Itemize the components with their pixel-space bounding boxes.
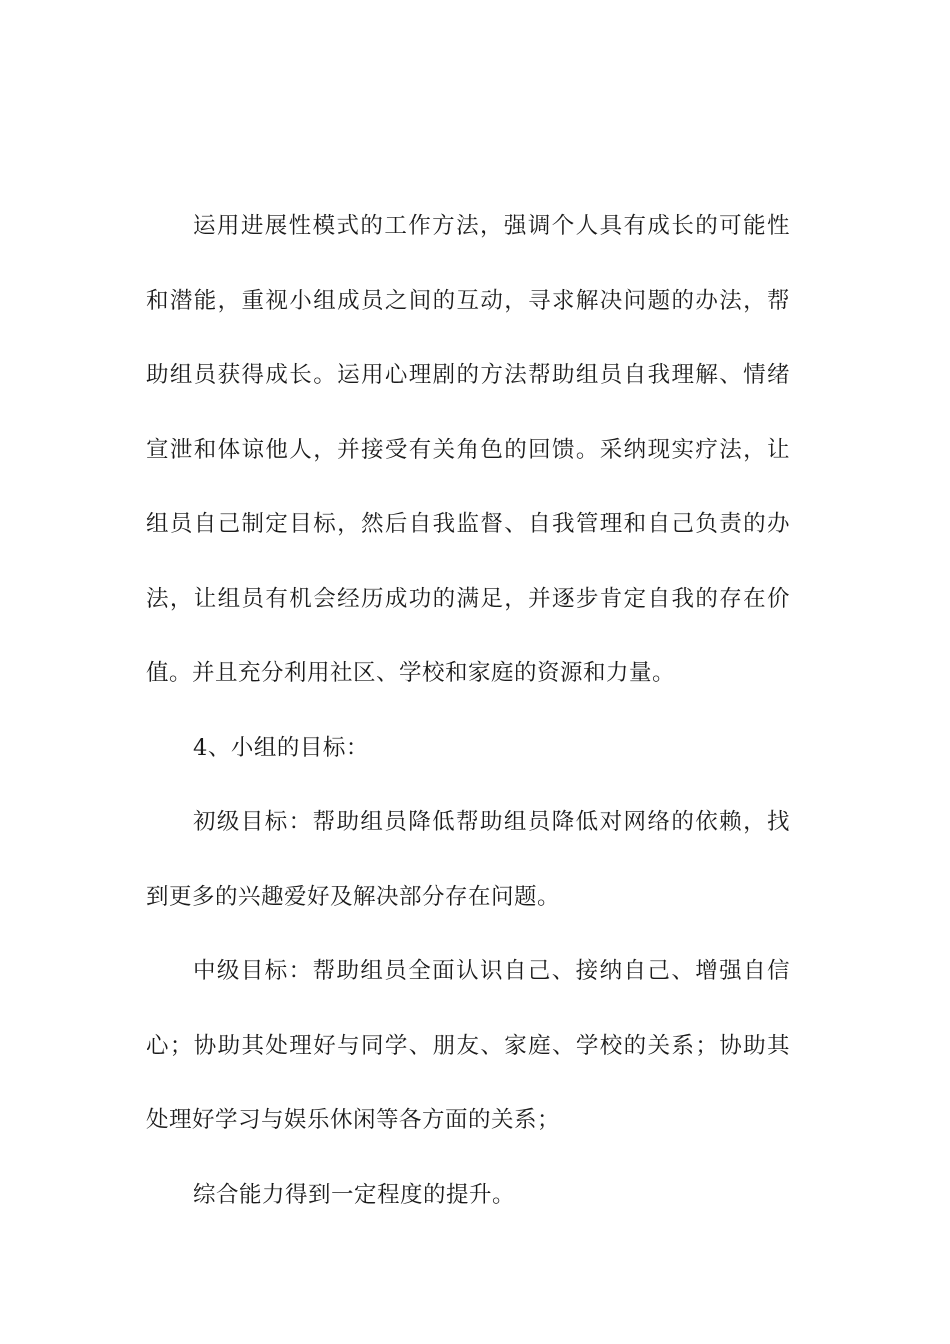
text-line: 中级目标：帮助组员全面认识自己、接纳自己、增强自信: [193, 958, 790, 984]
text-line: 助组员获得成长。运用心理剧的方法帮助组员自我理解、情绪: [146, 362, 790, 388]
section-heading: 4、小组的目标：: [193, 734, 369, 761]
text-line: 处理好学习与娱乐休闲等各方面的关系；: [146, 1107, 561, 1133]
text-line: 宣泄和体谅他人，并接受有关角色的回馈。采纳现实疗法，让: [146, 436, 790, 463]
text-line: 到更多的兴趣爱好及解决部分存在问题。: [146, 883, 561, 910]
text-line: 综合能力得到一定程度的提升。: [193, 1181, 516, 1208]
text-line: 初级目标：帮助组员降低帮助组员降低对网络的依赖，找: [193, 809, 790, 835]
text-line: 法，让组员有机会经历成功的满足，并逐步肯定自我的存在价: [146, 585, 790, 612]
text-line: 组员自己制定目标，然后自我监督、自我管理和自己负责的办: [146, 511, 790, 537]
text-line: 和潜能，重视小组成员之间的互动，寻求解决问题的办法，帮: [146, 287, 790, 314]
text-line: 心；协助其处理好与同学、朋友、家庭、学校的关系；协助其: [146, 1032, 790, 1059]
text-line: 值。并且充分利用社区、学校和家庭的资源和力量。: [146, 660, 676, 686]
text-line: 运用进展性模式的工作方法，强调个人具有成长的可能性: [193, 213, 790, 239]
document-body: [146, 200, 790, 1243]
